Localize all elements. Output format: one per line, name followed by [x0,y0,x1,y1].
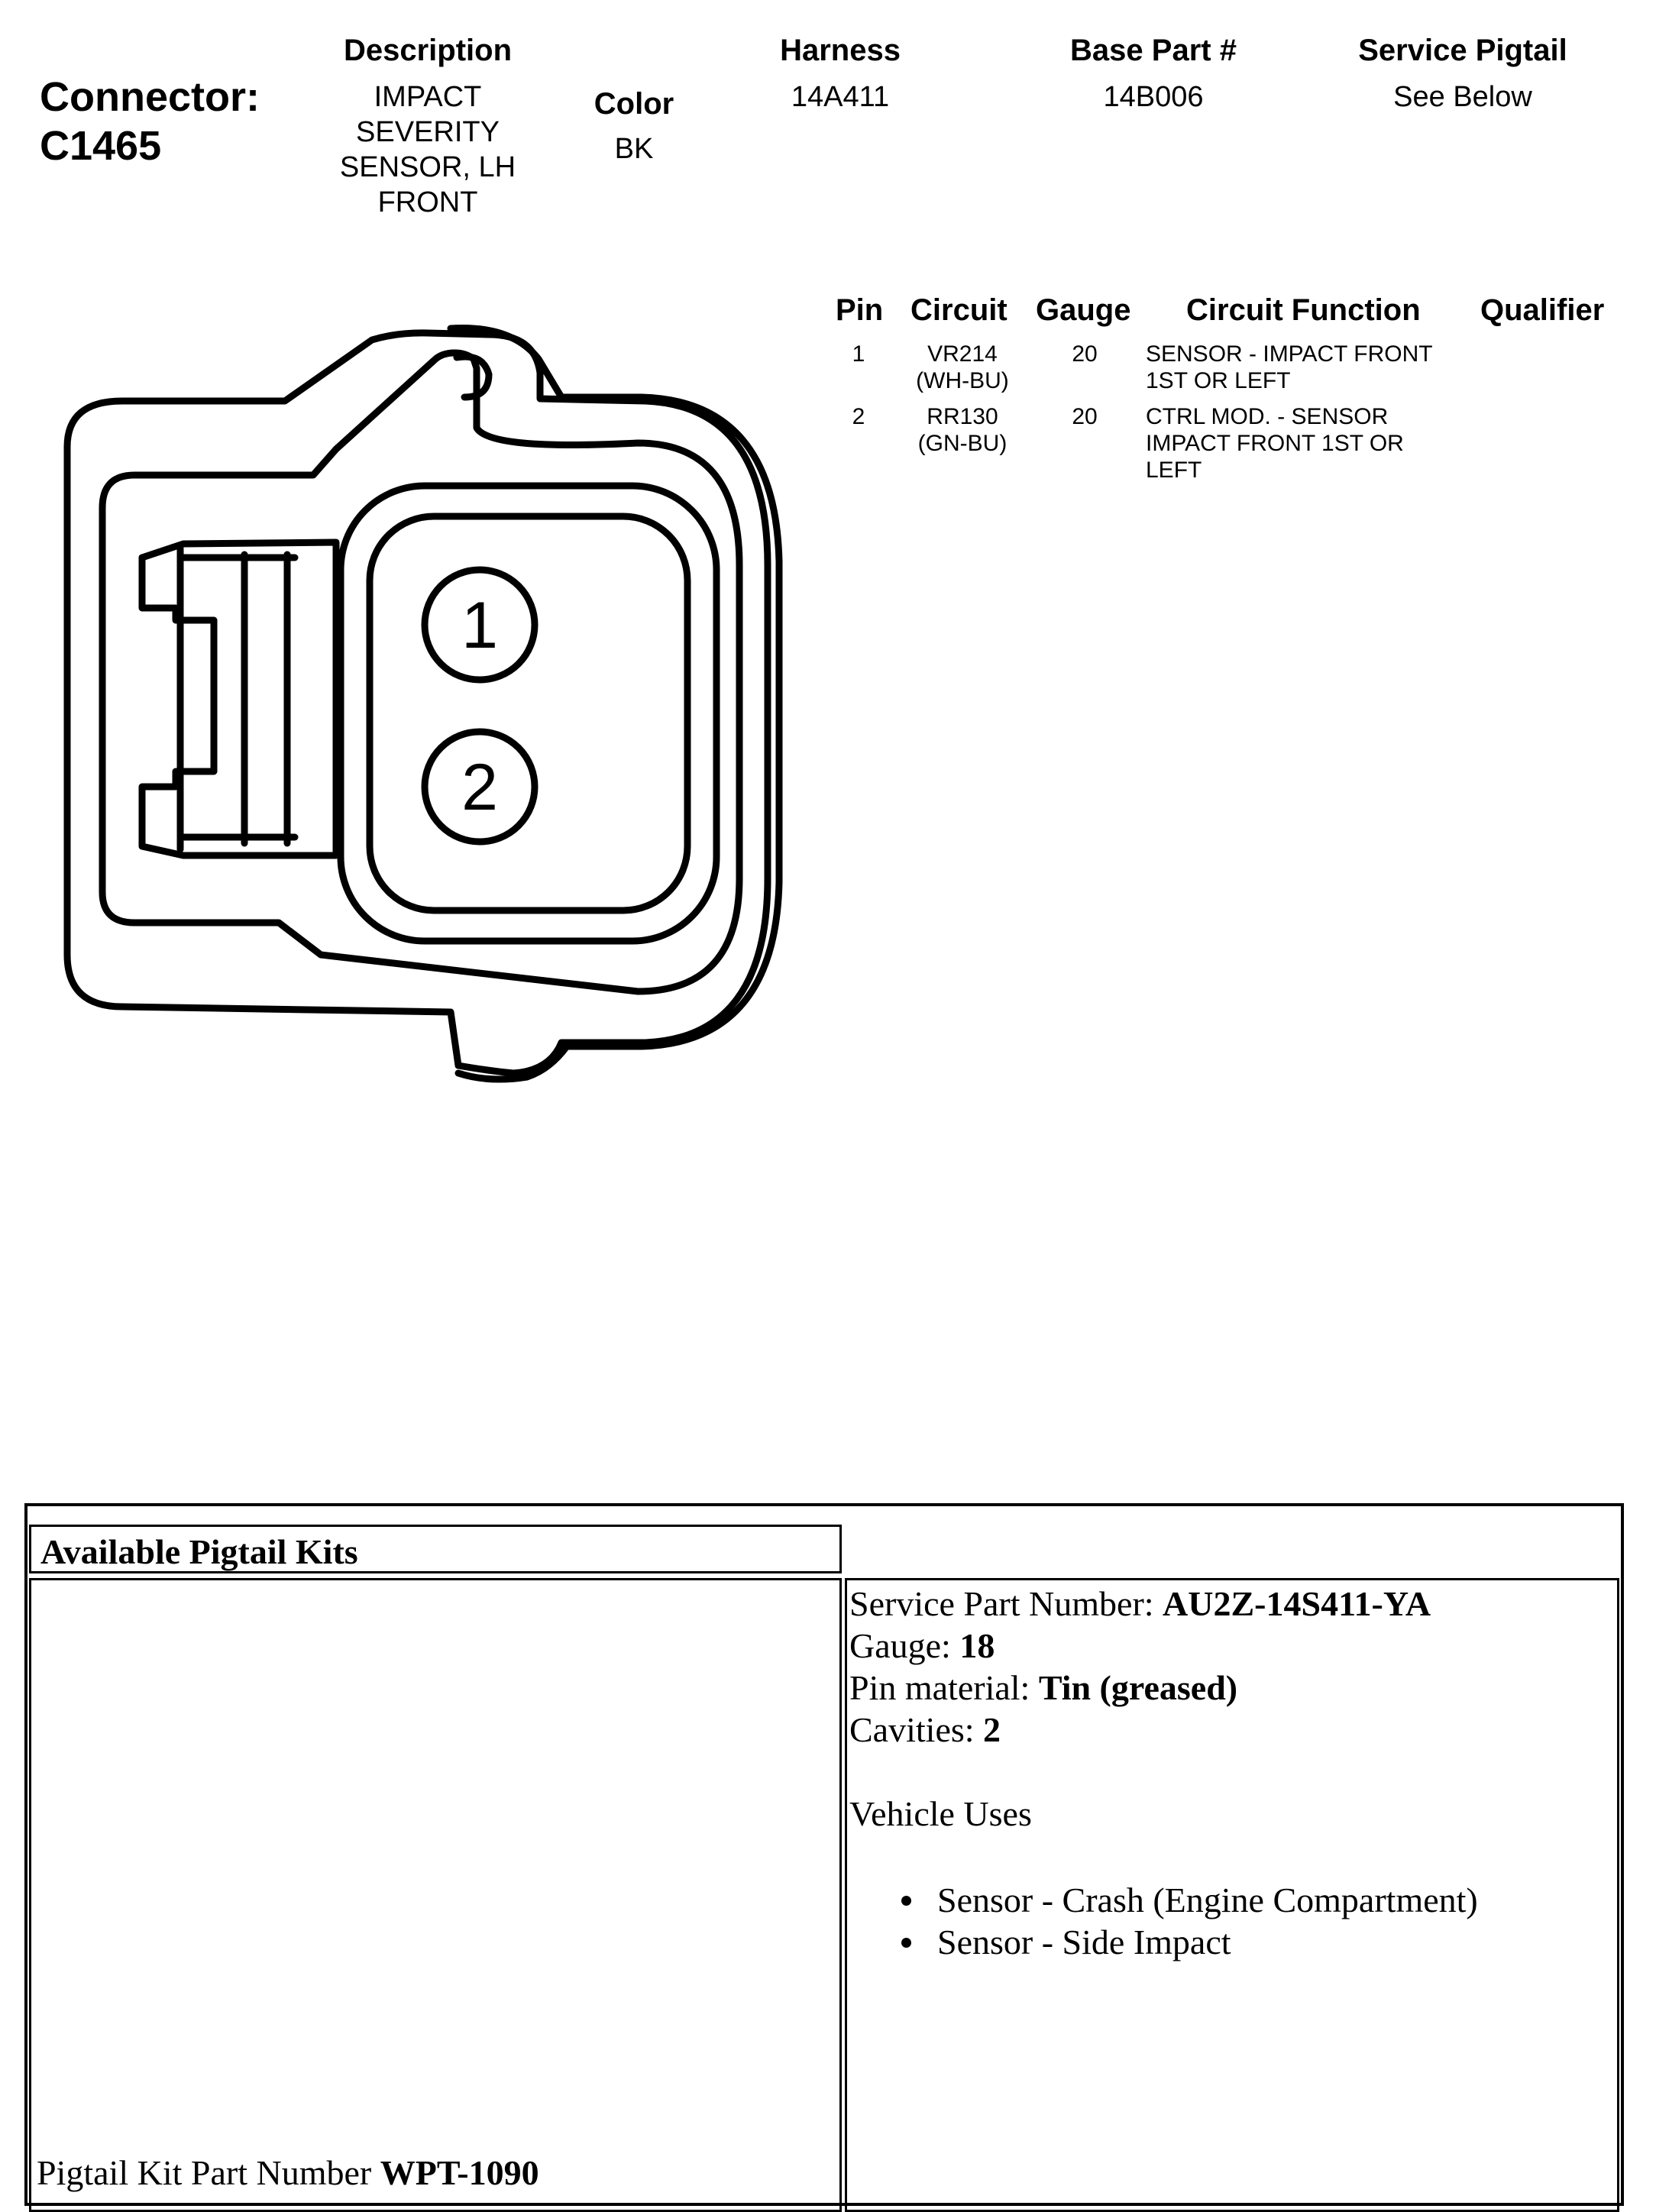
kit-part-value: WPT-1090 [380,2153,539,2192]
circuit-function-col-header: Circuit Function [1186,293,1421,327]
pin-material [849,1667,1237,1709]
circuit-color: (WH-BU) [916,368,1009,393]
circuit-color: (GN-BU) [917,431,1008,456]
pigtail-kits-title: Available Pigtail Kits [40,1532,358,1571]
connector-id: C1465 [40,123,162,169]
base-part-label: Base Part # [1070,34,1237,67]
cavities [849,1709,1001,1751]
list-item [901,1921,1231,1963]
harness-label: Harness [780,34,901,67]
description-line: SENSOR, LH [339,151,516,183]
gauge-label: Gauge: [849,1626,960,1665]
pin-material-label: Pin material: [849,1668,1039,1707]
service-part-value: AU2Z-14S411-YA [1163,1584,1431,1623]
list-item [901,1879,1478,1921]
circuit-id: RR130 [927,404,998,429]
vehicle-uses-label: Vehicle Uses [849,1794,1032,1833]
function-line: LEFT [1146,458,1202,483]
description-line: FRONT [377,186,478,218]
color-label: Color [594,87,674,121]
circuit-cell [894,403,1031,457]
service-pigtail-label: Service Pigtail [1358,34,1567,67]
pin-number: 2 [852,404,865,429]
pin-col-header: Pin [836,293,884,327]
vehicle-use: Sensor - Side Impact [937,1923,1231,1961]
function-line: SENSOR - IMPACT FRONT [1146,341,1433,367]
function-cell [1146,403,1467,483]
gauge-cell: 20 [1072,341,1098,367]
function-line: CTRL MOD. - SENSOR [1146,404,1389,429]
description-line: IMPACT [374,81,482,113]
connector-diagram [0,0,840,1108]
function-line: IMPACT FRONT 1ST OR [1146,431,1404,456]
description-line: SEVERITY [356,116,500,148]
base-part-value: 14B006 [1103,81,1204,113]
qualifier-col-header: Qualifier [1480,293,1605,327]
circuit-col-header: Circuit [910,293,1008,327]
gauge-value: 18 [959,1626,995,1665]
service-pigtail-value: See Below [1393,81,1532,113]
color-value: BK [614,133,654,165]
circuit-cell [894,341,1031,394]
function-cell [1146,341,1467,394]
circuit-id: VR214 [927,341,998,367]
function-line: 1ST OR LEFT [1146,368,1291,393]
service-part-number [849,1583,1431,1625]
pigtail-kit-part-number [37,2152,539,2193]
kit-part-label: Pigtail Kit Part Number [37,2153,380,2192]
connector-label: Connector: [40,74,260,120]
service-part-label: Service Part Number: [849,1584,1163,1623]
pigtail-kits-header [29,1525,842,1573]
pin-number: 1 [852,341,865,367]
pin-cavity-outer [341,486,716,941]
pigtail-gauge [849,1625,995,1667]
harness-value: 14A411 [791,81,890,113]
cavities-label: Cavities: [849,1710,984,1749]
gauge-cell: 20 [1072,404,1098,429]
bullet-icon [901,1896,911,1906]
description-label: Description [343,34,513,67]
cavities-value: 2 [983,1710,1001,1749]
pin-material-value: Tin (greased) [1038,1668,1238,1707]
pin-2-label: 2 [461,751,498,824]
vehicle-use: Sensor - Crash (Engine Compartment) [937,1881,1478,1919]
bullet-icon [901,1938,911,1948]
locking-tab [142,542,336,855]
pin-cavity-inner [370,516,687,910]
gauge-col-header: Gauge [1036,293,1131,327]
pin-1-label: 1 [461,589,498,662]
connector-inner-housing [102,353,739,991]
pigtail-image-cell [29,1578,842,2212]
